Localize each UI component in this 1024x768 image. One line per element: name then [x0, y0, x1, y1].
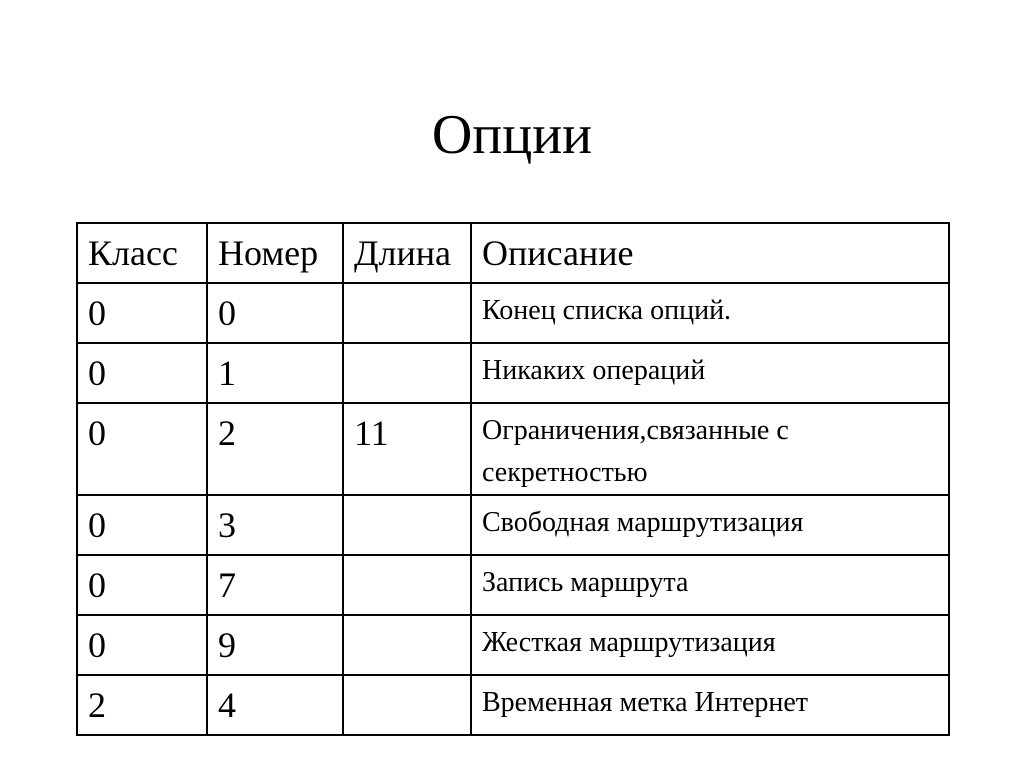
header-number: Номер: [207, 223, 343, 283]
cell-class: 2: [77, 675, 207, 735]
cell-description: Временная метка Интернет: [471, 675, 949, 735]
cell-description: Запись маршрута: [471, 555, 949, 615]
cell-length: 11: [343, 403, 471, 495]
cell-description: Никаких операций: [471, 343, 949, 403]
table-row: [77, 615, 949, 675]
cell-description: Жесткая маршрутизация: [471, 615, 949, 675]
cell-number: 4: [207, 675, 343, 735]
cell-class: 0: [77, 555, 207, 615]
cell-description: Конец списка опций.: [471, 283, 949, 343]
header-length: Длина: [343, 223, 471, 283]
header-description: Описание: [471, 223, 949, 283]
cell-number: 2: [207, 403, 343, 495]
cell-length: [343, 283, 471, 343]
cell-class: 0: [77, 495, 207, 555]
cell-class: 0: [77, 615, 207, 675]
table-row: [77, 343, 949, 403]
cell-length: [343, 495, 471, 555]
table-row: [77, 283, 949, 343]
cell-number: 0: [207, 283, 343, 343]
table-header-row: [77, 223, 949, 283]
cell-length: [343, 555, 471, 615]
cell-length: [343, 615, 471, 675]
header-class: Класс: [77, 223, 207, 283]
table-row: [77, 555, 949, 615]
table-row: [77, 495, 949, 555]
cell-number: 9: [207, 615, 343, 675]
cell-number: 7: [207, 555, 343, 615]
cell-length: [343, 343, 471, 403]
cell-number: 3: [207, 495, 343, 555]
options-table: [76, 222, 950, 736]
table-row: [77, 403, 949, 495]
cell-class: 0: [77, 343, 207, 403]
cell-class: 0: [77, 403, 207, 495]
cell-description: Свободная маршрутизация: [471, 495, 949, 555]
cell-length: [343, 675, 471, 735]
cell-description: Ограничения,связанные с секретностью: [471, 403, 949, 495]
slide-title: Опции: [431, 104, 593, 166]
cell-number: 1: [207, 343, 343, 403]
cell-class: 0: [77, 283, 207, 343]
table-row: [77, 675, 949, 735]
